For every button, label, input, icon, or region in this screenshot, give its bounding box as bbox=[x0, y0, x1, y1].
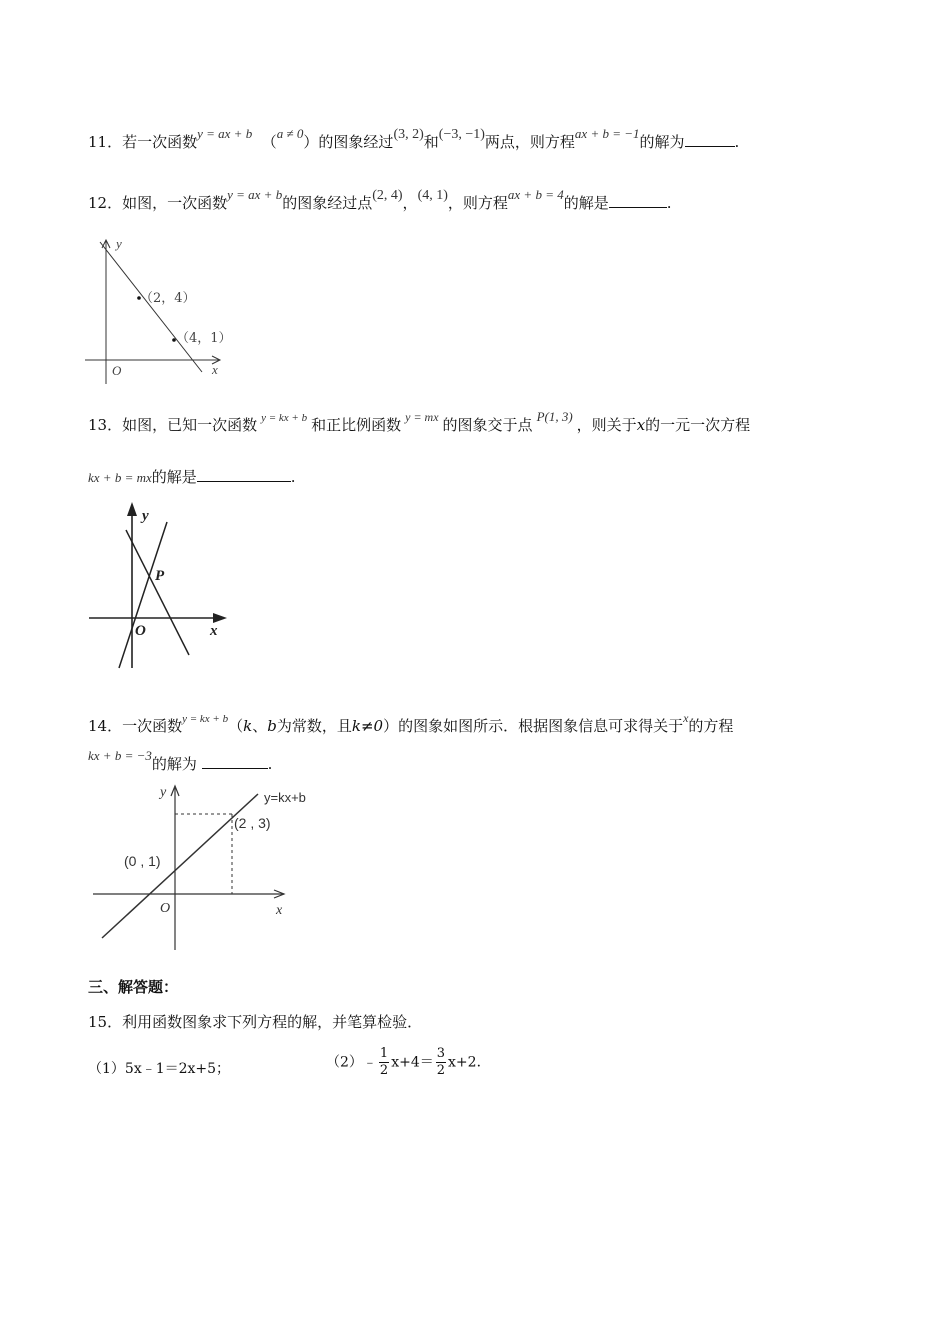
section-heading: 三、解答题： bbox=[88, 978, 179, 996]
question-13-line-2 bbox=[88, 466, 296, 487]
variable: x bbox=[636, 416, 646, 434]
figure-14 bbox=[88, 780, 338, 955]
figure-12 bbox=[80, 232, 250, 387]
condition: k≠0 bbox=[351, 717, 384, 735]
line-mx bbox=[119, 522, 167, 668]
math-expression: y = ax + b bbox=[197, 126, 253, 141]
text: 的解是 bbox=[563, 194, 609, 212]
text: x+4＝ bbox=[391, 1054, 434, 1071]
math-expression: ax + b = −1 bbox=[574, 126, 640, 141]
text: 的图象经过 bbox=[318, 133, 394, 151]
x-label: x bbox=[210, 623, 218, 639]
answer-blank[interactable] bbox=[197, 469, 291, 482]
question-13 bbox=[88, 409, 751, 435]
question-14-line-2 bbox=[88, 748, 273, 774]
math-expression: (2, 4) bbox=[372, 188, 403, 203]
text: . bbox=[267, 755, 273, 773]
text: 的解是 bbox=[151, 468, 197, 486]
text: ，则关于 bbox=[576, 416, 637, 434]
equation-part-1: （1）5x﹣1＝2x+5； bbox=[88, 1061, 231, 1077]
question-15 bbox=[88, 1011, 422, 1032]
text: ） bbox=[303, 133, 319, 151]
function-line bbox=[100, 242, 202, 372]
text: 的解为 bbox=[639, 133, 685, 151]
answer-blank[interactable] bbox=[685, 134, 735, 147]
text: x+2． bbox=[448, 1054, 491, 1071]
text: 利用函数图象求下列方程的解，并笔算检验． bbox=[122, 1013, 423, 1031]
variable: k bbox=[243, 717, 253, 735]
text: 两点，则方程 bbox=[484, 133, 575, 151]
point-label-p: P bbox=[155, 568, 165, 584]
y-label: y bbox=[142, 508, 149, 524]
text: . bbox=[734, 133, 740, 151]
text: 和 bbox=[423, 133, 439, 151]
text: 的解为 bbox=[151, 755, 197, 773]
figure-13 bbox=[85, 500, 235, 675]
math-expression: y = kx + b bbox=[182, 713, 229, 725]
x-label: x bbox=[212, 362, 218, 377]
y-label: y bbox=[116, 236, 122, 251]
text: 若一次函数 bbox=[122, 133, 198, 151]
denominator: 2 bbox=[379, 1063, 389, 1078]
fraction-one-half bbox=[379, 1046, 389, 1079]
text: 为常数，且 bbox=[276, 717, 352, 735]
math-expression: kx + b = −3 bbox=[88, 748, 152, 763]
text: 一次函数 bbox=[122, 717, 183, 735]
math-expression: P(1, 3) bbox=[536, 409, 573, 424]
question-14 bbox=[88, 711, 734, 736]
text: 、 bbox=[252, 717, 268, 735]
numerator: 3 bbox=[436, 1046, 446, 1061]
question-15-part-2 bbox=[326, 1046, 491, 1079]
numerator: 1 bbox=[379, 1046, 389, 1061]
math-expression: a ≠ 0 bbox=[276, 126, 304, 141]
text: ，则方程 bbox=[447, 194, 508, 212]
variable: x bbox=[683, 711, 689, 725]
math-expression: ax + b = 4 bbox=[507, 187, 564, 202]
y-label: y bbox=[160, 785, 167, 800]
text: 的图象经过点 bbox=[282, 194, 373, 212]
math-expression: (4, 1) bbox=[417, 188, 448, 203]
origin-label: O bbox=[160, 901, 171, 916]
math-expression: (3, 2) bbox=[393, 127, 424, 142]
math-expression: (−3, −1) bbox=[438, 127, 485, 142]
text: （2）﹣ bbox=[326, 1054, 377, 1071]
text: （ bbox=[228, 717, 244, 735]
x-label: x bbox=[276, 903, 283, 918]
text: ， bbox=[402, 194, 418, 212]
text: 的一元一次方程 bbox=[645, 416, 751, 434]
question-number: 11． bbox=[88, 133, 123, 151]
question-number: 12． bbox=[88, 194, 123, 212]
question-15-part-1 bbox=[88, 1058, 230, 1078]
math-expression: y = ax + b bbox=[227, 187, 283, 202]
variable: b bbox=[267, 717, 277, 735]
text: 如图，一次函数 bbox=[122, 194, 228, 212]
question-number: 13． bbox=[88, 416, 123, 434]
text: ）的图象如图所示．根据图象信息可求得关于 bbox=[383, 717, 684, 735]
text: 的图象交于点 bbox=[442, 416, 533, 434]
x-axis-arrow bbox=[213, 613, 227, 623]
text: 的方程 bbox=[688, 717, 734, 735]
math-expression: y = kx + b bbox=[261, 412, 308, 424]
math-expression: y = mx bbox=[405, 410, 439, 424]
question-11 bbox=[88, 126, 740, 152]
question-12 bbox=[88, 187, 672, 213]
denominator: 2 bbox=[436, 1063, 446, 1078]
text: （ bbox=[261, 133, 277, 151]
math-expression: kx + b = mx bbox=[88, 470, 152, 485]
answer-blank[interactable] bbox=[202, 756, 268, 769]
question-number: 15． bbox=[88, 1013, 123, 1031]
point-label-2-4: （2，4） bbox=[140, 291, 196, 306]
point-label-2-3: (2 , 3) bbox=[234, 815, 271, 831]
question-number: 14． bbox=[88, 717, 123, 735]
line-label: y=kx+b bbox=[264, 790, 306, 805]
point-label-0-1: (0 , 1) bbox=[124, 853, 161, 869]
text: . bbox=[290, 468, 296, 486]
origin-label: O bbox=[135, 623, 146, 639]
fraction-three-halves bbox=[436, 1046, 446, 1079]
text: 和正比例函数 bbox=[311, 416, 402, 434]
y-axis-arrow bbox=[127, 502, 137, 516]
text: 如图，已知一次函数 bbox=[122, 416, 258, 434]
answer-blank[interactable] bbox=[609, 195, 667, 208]
point-label-4-1: （4，1） bbox=[176, 331, 232, 346]
text: . bbox=[666, 194, 672, 212]
origin-label: O bbox=[112, 363, 122, 378]
